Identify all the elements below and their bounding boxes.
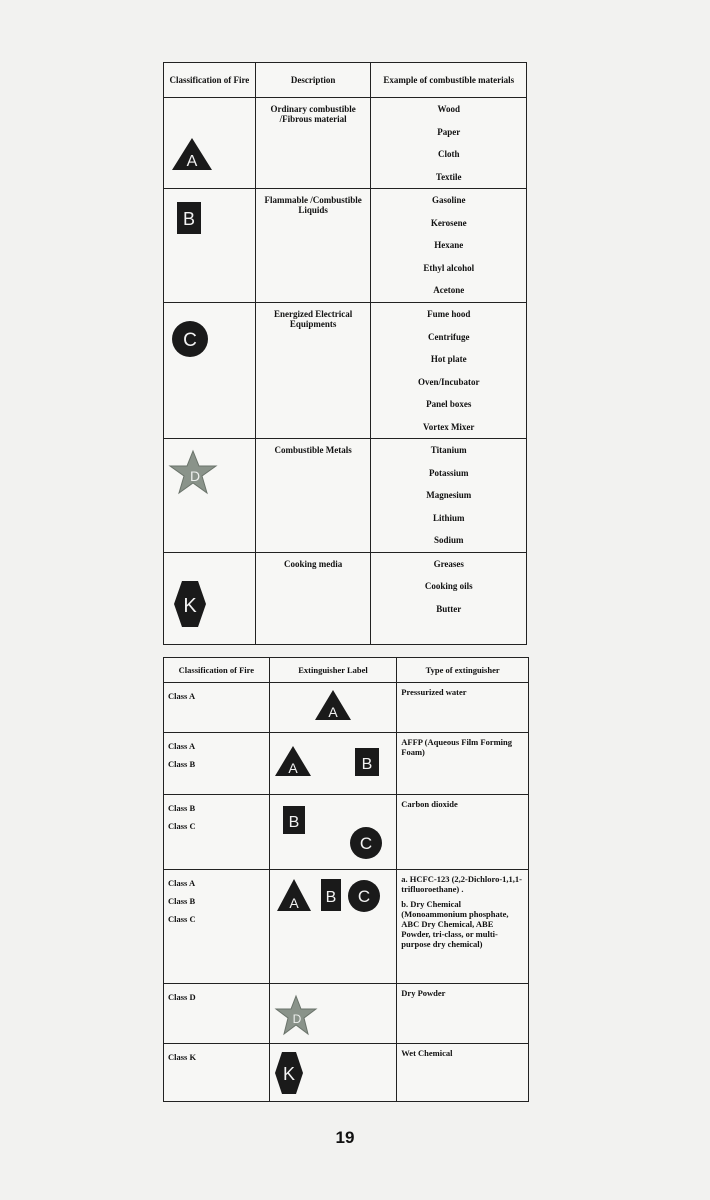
example-item: Textile [435, 171, 462, 182]
class-cell [164, 733, 270, 795]
table-row [164, 552, 527, 644]
symbol-letter: B [325, 889, 337, 906]
extinguisher-type-cell [397, 984, 529, 1044]
symbol-letter: A [288, 760, 298, 776]
fire-classification-table [163, 62, 527, 645]
symbol-letter: C [183, 330, 197, 351]
symbol-letter: C [359, 834, 372, 853]
class-cell [164, 1044, 270, 1102]
column-header: Example of combustible materials [371, 63, 527, 98]
examples-cell [371, 98, 527, 189]
example-item: Oven/Incubator [417, 376, 480, 387]
class-a-triangle-icon [274, 745, 312, 777]
class-label: Class B [168, 759, 196, 769]
extinguisher-table [163, 657, 529, 1102]
class-d-star-icon [274, 994, 318, 1036]
examples-cell [371, 552, 527, 644]
example-item: Ethyl alcohol [423, 262, 475, 273]
class-k-hexagon-icon [274, 1050, 304, 1096]
class-d-star-icon [168, 449, 218, 495]
extinguisher-type: a. HCFC-123 (2,2-Dichloro-1,1,1-trifluoroethane) . [401, 874, 522, 894]
example-item: Fume hood [427, 309, 471, 319]
class-c-circle-icon [348, 825, 384, 861]
example-item: Gasoline [431, 195, 466, 205]
description-cell: Cooking media [255, 552, 371, 644]
extinguisher-type: b. Dry Chemical (Monoammonium phosphate, ABC Dry Chemical, ABE Powder, tri-class, or multi-purpose dry chemical) [401, 899, 509, 949]
column-header: Type of extinguisher [397, 658, 529, 683]
example-item: Paper [437, 126, 461, 137]
symbol-letter: C [357, 887, 370, 906]
symbol-letter: A [186, 153, 198, 170]
example-item: Potassium [428, 467, 469, 478]
extinguisher-label-cell [269, 984, 397, 1044]
table-row [164, 683, 529, 733]
table-row [164, 439, 527, 553]
extinguisher-type: Carbon dioxide [401, 799, 458, 809]
table-row [164, 733, 529, 795]
class-label: Class B [168, 896, 196, 906]
table-header-row [164, 658, 529, 683]
symbol-letter: A [328, 704, 338, 720]
example-item: Sodium [433, 535, 464, 545]
class-a-triangle-icon [276, 878, 312, 912]
example-item: Panel boxes [426, 399, 472, 409]
table-row [164, 189, 527, 303]
class-label: Class C [168, 821, 196, 831]
extinguisher-label-cell [269, 1044, 397, 1102]
example-item: Cloth [437, 149, 460, 159]
extinguisher-label-cell [269, 795, 397, 870]
class-cell [164, 795, 270, 870]
class-label: Class A [168, 741, 196, 751]
table-row [164, 795, 529, 870]
example-item: Kerosene [430, 217, 467, 228]
class-label: Class D [168, 992, 196, 1002]
example-item: Lithium [432, 512, 465, 523]
table-row [164, 98, 527, 189]
class-label: Class C [168, 914, 196, 924]
class-c-circle-icon [170, 319, 210, 359]
class-cell [164, 984, 270, 1044]
symbol-letter: A [289, 895, 299, 911]
class-label: Class K [168, 1052, 197, 1062]
symbol-letter: B [182, 209, 196, 229]
class-symbol-cell [164, 552, 256, 644]
extinguisher-type-cell [397, 683, 529, 733]
example-item: Hot plate [430, 354, 467, 364]
example-item: Greases [433, 558, 464, 569]
class-a-triangle-icon [314, 689, 352, 721]
class-b-square-icon [320, 878, 342, 912]
class-symbol-cell [164, 303, 256, 439]
column-header: Classification of Fire [164, 63, 256, 98]
symbol-letter: D [292, 1012, 302, 1026]
class-b-square-icon [282, 805, 306, 835]
class-k-hexagon-icon [172, 579, 208, 629]
page-number: 19 [335, 1128, 355, 1147]
extinguisher-type: Wet Chemical [401, 1048, 453, 1058]
class-cell [164, 870, 270, 984]
examples-cell [371, 189, 527, 303]
class-cell [164, 683, 270, 733]
class-symbol-cell [164, 189, 256, 303]
table-row [164, 303, 527, 439]
extinguisher-label-cell [269, 683, 397, 733]
extinguisher-label-cell [269, 870, 397, 984]
symbol-letter: D [189, 468, 201, 484]
class-symbol-cell [164, 439, 256, 553]
column-header: Classification of Fire [164, 658, 270, 683]
example-item: Centrifuge [427, 331, 470, 342]
class-symbol-cell [164, 98, 256, 189]
examples-cell [371, 303, 527, 439]
class-b-square-icon [176, 201, 202, 235]
extinguisher-type-cell [397, 733, 529, 795]
extinguisher-type-cell [397, 1044, 529, 1102]
class-label: Class A [168, 691, 196, 701]
symbol-letter: B [288, 814, 300, 831]
column-header: Description [255, 63, 371, 98]
example-item: Hexane [434, 240, 464, 250]
extinguisher-type-cell [397, 870, 529, 984]
description-cell: Energized Electrical Equipments [255, 303, 371, 439]
example-item: Butter [436, 603, 462, 614]
table-row [164, 870, 529, 984]
table-header-row [164, 63, 527, 98]
class-c-circle-icon [346, 878, 382, 914]
extinguisher-label-cell [269, 733, 397, 795]
description-cell: Ordinary combustible /Fibrous material [255, 98, 371, 189]
example-item: Titanium [430, 445, 467, 455]
example-item: Magnesium [426, 490, 472, 500]
class-label: Class B [168, 803, 196, 813]
symbol-letter: B [361, 756, 373, 773]
description-cell: Combustible Metals [255, 439, 371, 553]
class-label: Class A [168, 878, 196, 888]
symbol-letter: K [183, 594, 197, 617]
extinguisher-type: Pressurized water [401, 687, 467, 697]
example-item: Cooking oils [424, 581, 473, 591]
column-header: Extinguisher Label [269, 658, 397, 683]
table-row [164, 984, 529, 1044]
examples-cell [371, 439, 527, 553]
extinguisher-type: AFFP (Aqueous Film Forming Foam) [401, 737, 513, 757]
symbol-letter: K [282, 1064, 295, 1084]
example-item: Acetone [433, 285, 465, 295]
example-item: Wood [437, 104, 460, 114]
extinguisher-type-cell [397, 795, 529, 870]
description-cell: Flammable /Combustible Liquids [255, 189, 371, 303]
class-a-triangle-icon [170, 136, 214, 172]
extinguisher-type: Dry Powder [401, 988, 446, 998]
table-row [164, 1044, 529, 1102]
class-b-square-icon [354, 747, 380, 777]
example-item: Vortex Mixer [423, 421, 475, 432]
